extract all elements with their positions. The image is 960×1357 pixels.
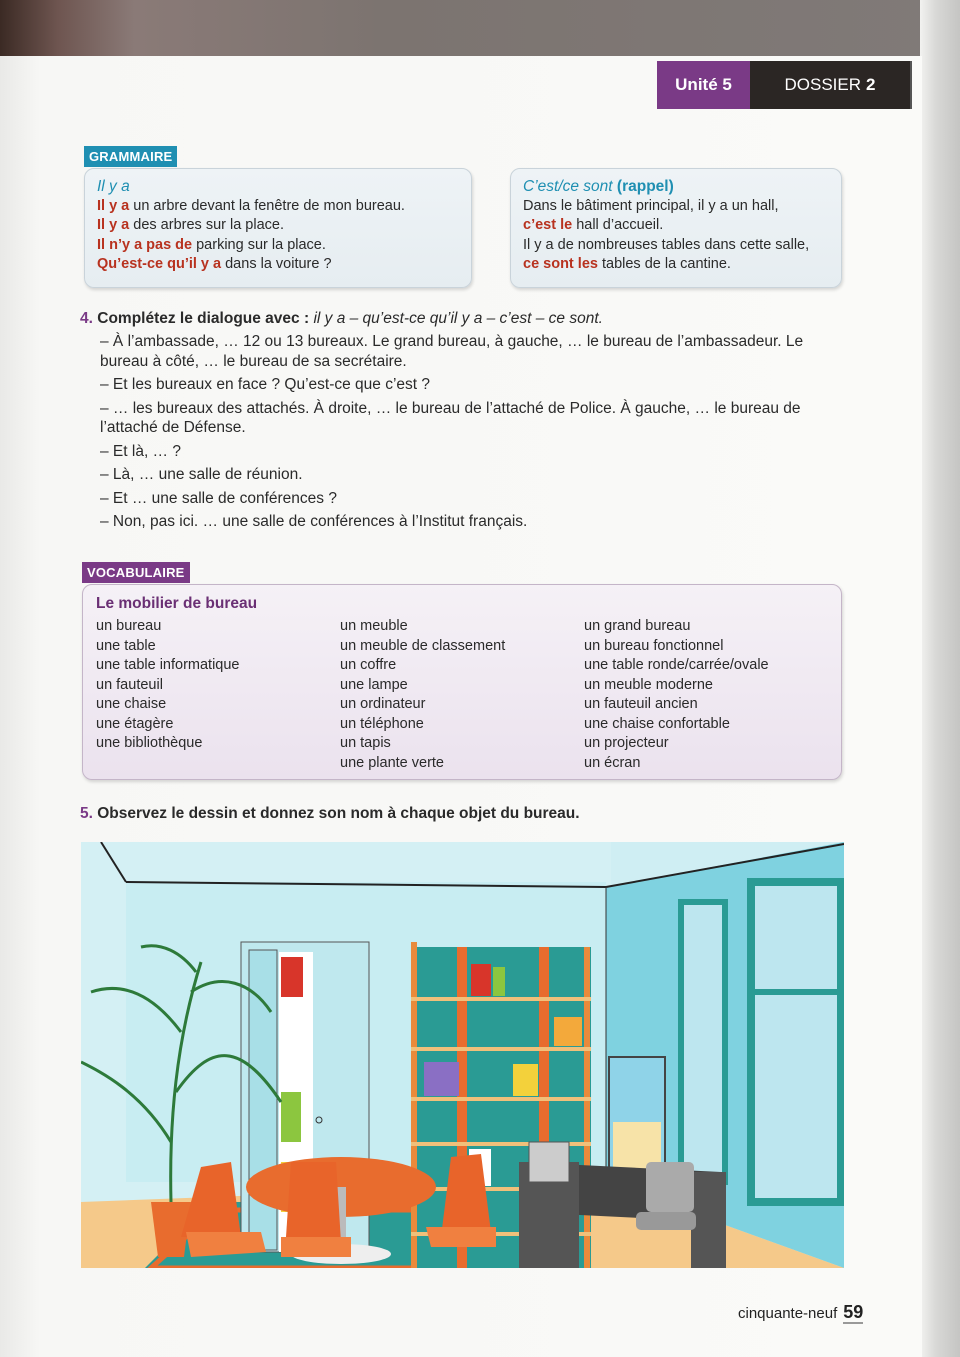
instruction-text: Complétez le dialogue avec : [92,310,314,327]
unit-header [657,61,910,109]
vocab-item: un meuble [340,618,408,634]
grammar-line [97,216,459,236]
vocab-item: une table ronde/carrée/ovale [584,657,769,673]
scan-background-top [0,0,960,56]
vocab-item: une table [96,637,156,654]
dialogue-line: – … les bureaux des attachés. À droite, … le bureau de l’attaché de Police. À gauche, … le bureau de l’attaché de Défense. [100,399,801,436]
vocabulary-columns [96,617,828,773]
office-drawing [81,842,844,1268]
vocabulary-column-3 [584,617,828,773]
unit-label: Unité 5 [657,61,750,109]
grammar-box-cest-ce-sont [510,168,842,288]
highlight: Il y a [97,217,130,233]
title-italic: C’est/ce sont [523,178,613,195]
page-footer [738,1302,863,1323]
highlight: Il n’y a pas de [97,236,193,253]
page-number: 59 [843,1302,864,1322]
vocabulary-column-1 [96,617,340,773]
vocab-item: un bureau [96,618,162,634]
vocab-item: un tapis [340,735,391,751]
grammaire-label: GRAMMAIRE [84,146,177,167]
page-number-words: cinquante-neuf [738,1305,838,1322]
dossier-text: DOSSIER [784,75,862,94]
line-text: parking sur la place. [192,236,326,253]
dialogue-line: – Là, … une salle de réunion. [100,466,303,483]
vocab-item: une lampe [340,676,408,693]
vocab-item: une table informatique [96,657,240,673]
exercise-4 [80,310,840,532]
dialogue-line: – Et … une salle de conférences ? [100,489,337,507]
dialogue [100,332,840,532]
grammar-line [97,255,459,275]
exercise-number: 5. [80,805,93,822]
vocab-item: une bibliothèque [96,735,203,751]
vocab-item: un grand bureau [584,618,691,634]
vocabulary-box [82,584,842,780]
vocab-item: un fauteuil ancien [584,696,698,712]
grammar-line [97,236,459,256]
exercise-number: 4. [80,310,93,327]
vocab-item: une chaise [96,696,167,712]
vocab-item: une étagère [96,715,174,732]
grammar-box-il-y-a [84,168,472,288]
highlight: Il y a [97,197,130,214]
line-text: dans la voiture ? [221,256,332,272]
grammar-line: Dans le bâtiment principal, il y a un hall, [523,197,779,214]
vocab-item: un écran [584,754,641,771]
dialogue-line: – Non, pas ici. … une salle de conférences à l’Institut français. [100,513,528,530]
exercise-4-instruction [80,310,840,328]
highlight: Qu’est-ce qu’il y a [97,256,222,272]
scan-background-right [920,0,960,1357]
highlight: ce sont les [523,256,598,272]
dossier-label [750,61,910,109]
exercise-5-instruction [80,805,580,823]
vocab-item: un coffre [340,657,397,673]
line-text: tables de la cantine. [597,256,731,272]
grammar-line [97,197,459,217]
line-text: des arbres sur la place. [129,217,284,233]
dossier-number: 2 [866,75,876,94]
instruction-text: Observez le dessin et donnez son nom à chaque objet du bureau. [92,805,580,822]
title-text: Il y a [97,178,130,195]
line-text: un arbre devant la fenêtre de mon bureau. [129,197,405,214]
dialogue-line: – À l’ambassade, … 12 ou 13 bureaux. Le grand bureau, à gauche, … le bureau de l’ambassadeur. Le bureau à côté, … le bureau de sa secrétaire. [100,333,804,370]
vocabulary-column-2 [340,617,584,773]
grammar-box-title [97,177,459,197]
vocabulaire-label: VOCABULAIRE [82,562,190,583]
vocab-item: un téléphone [340,715,424,732]
dialogue-line: – Et les bureaux en face ? Qu’est-ce que c’est ? [100,376,430,393]
vocab-item: un fauteuil [96,676,163,693]
vocab-item: un meuble de classement [340,637,506,654]
grammar-line [523,255,829,275]
vocab-item: une chaise confortable [584,715,730,732]
grammar-box-title [523,177,829,197]
vocab-item: une plante verte [340,754,444,771]
instruction-options: il y a – qu’est-ce qu’il y a – c’est – ce sont. [313,310,603,327]
vocab-item: un bureau fonctionnel [584,637,724,654]
highlight: c’est le [523,217,573,233]
vocab-item: un ordinateur [340,696,426,712]
title-bold: (rappel) [612,178,674,195]
vocab-item: un projecteur [584,735,669,751]
office-illustration [81,842,844,1268]
grammar-line: Il y a de nombreuses tables dans cette salle, [523,236,810,253]
dialogue-line: – Et là, … ? [100,442,181,460]
vocabulary-title: Le mobilier de bureau [96,595,258,612]
grammar-line [523,216,829,236]
vocab-item: un meuble moderne [584,676,713,693]
line-text: hall d’accueil. [572,217,664,233]
